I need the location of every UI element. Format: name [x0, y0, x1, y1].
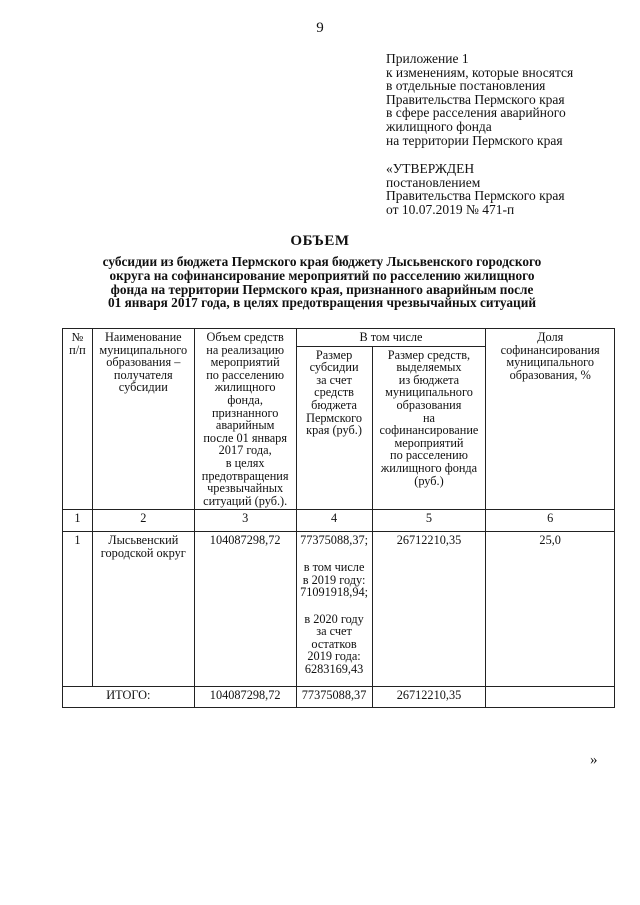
column-number: 5	[372, 510, 486, 532]
column-number-row	[63, 510, 615, 532]
header-local-funds: Размер средств, выделяемых из бюджета муниципального образования на софинансирование мероприятий по расселению жилищного фонда (руб.)	[372, 346, 486, 510]
total-subsidy: 77375088,37	[296, 687, 372, 708]
appendix-line: на территории Пермского края	[386, 132, 563, 148]
table-row	[63, 532, 615, 687]
appendix-block	[386, 52, 573, 147]
appendix-line: Приложение 1	[386, 51, 469, 66]
header-share: Доля софинансирования муниципального образования, %	[486, 329, 615, 510]
appendix-line: к изменениям, которые вносятся	[386, 64, 574, 80]
subtitle-line: фонда на территории Пермского края, признанного аварийным после	[110, 281, 534, 297]
total-label: ИТОГО:	[63, 687, 195, 708]
approval-block	[386, 162, 565, 216]
column-number: 2	[92, 510, 194, 532]
approval-line: постановлением	[386, 174, 481, 190]
column-number: 6	[486, 510, 615, 532]
row-subsidy: 77375088,37; в том числе в 2019 году: 71091918,94; в 2020 году за счет остатков 2019 года: 6283169,43	[296, 532, 372, 687]
header-row	[63, 329, 615, 347]
header-num: № п/п	[63, 329, 93, 510]
appendix-line: в сфере расселения аварийного	[386, 105, 566, 121]
row-share: 25,0	[486, 532, 615, 687]
header-municipality: Наименование муниципального образования – получателя субсидии	[92, 329, 194, 510]
approval-line: Правительства Пермского края	[386, 188, 565, 204]
subtitle-line: округа на софинансирование мероприятий по расселению жилищного	[109, 267, 535, 283]
approval-line: от 10.07.2019 № 471-п	[386, 201, 515, 217]
column-number: 3	[194, 510, 296, 532]
page-number: 9	[316, 20, 324, 36]
row-local-funds: 26712210,35	[372, 532, 486, 687]
header-subsidy: Размер субсидии за счет средств бюджета Пермского края (руб.)	[296, 346, 372, 510]
row-num: 1	[63, 532, 93, 687]
total-local-funds: 26712210,35	[372, 687, 486, 708]
total-row	[63, 687, 615, 708]
appendix-line: в отдельные постановления	[386, 78, 546, 94]
row-volume: 104087298,72	[194, 532, 296, 687]
total-volume: 104087298,72	[194, 687, 296, 708]
subsidy-table	[62, 328, 615, 708]
appendix-line: Правительства Пермского края	[386, 91, 565, 107]
document-title: ОБЪЕМ	[290, 233, 350, 249]
column-number: 4	[296, 510, 372, 532]
subtitle-line: 01 января 2017 года, в целях предотвращения чрезвычайных ситуаций	[107, 295, 537, 311]
header-volume: Объем средств на реализацию мероприятий по расселению жилищного фонда, признанного аварийным после 01 января 2017 года, в целях предотвращения чрезвычайных ситуаций (руб.).	[194, 329, 296, 510]
column-number: 1	[63, 510, 93, 532]
subtitle-line: субсидии из бюджета Пермского края бюджету Лысьвенского городского	[102, 254, 542, 269]
closing-quote: »	[590, 752, 598, 768]
document-subtitle	[62, 255, 582, 310]
appendix-line: жилищного фонда	[386, 118, 492, 134]
row-municipality: Лысьвенский городской округ	[92, 532, 194, 687]
total-share	[486, 687, 615, 708]
header-including: В том числе	[296, 329, 486, 347]
approval-line: «УТВЕРЖДЕН	[386, 161, 475, 176]
